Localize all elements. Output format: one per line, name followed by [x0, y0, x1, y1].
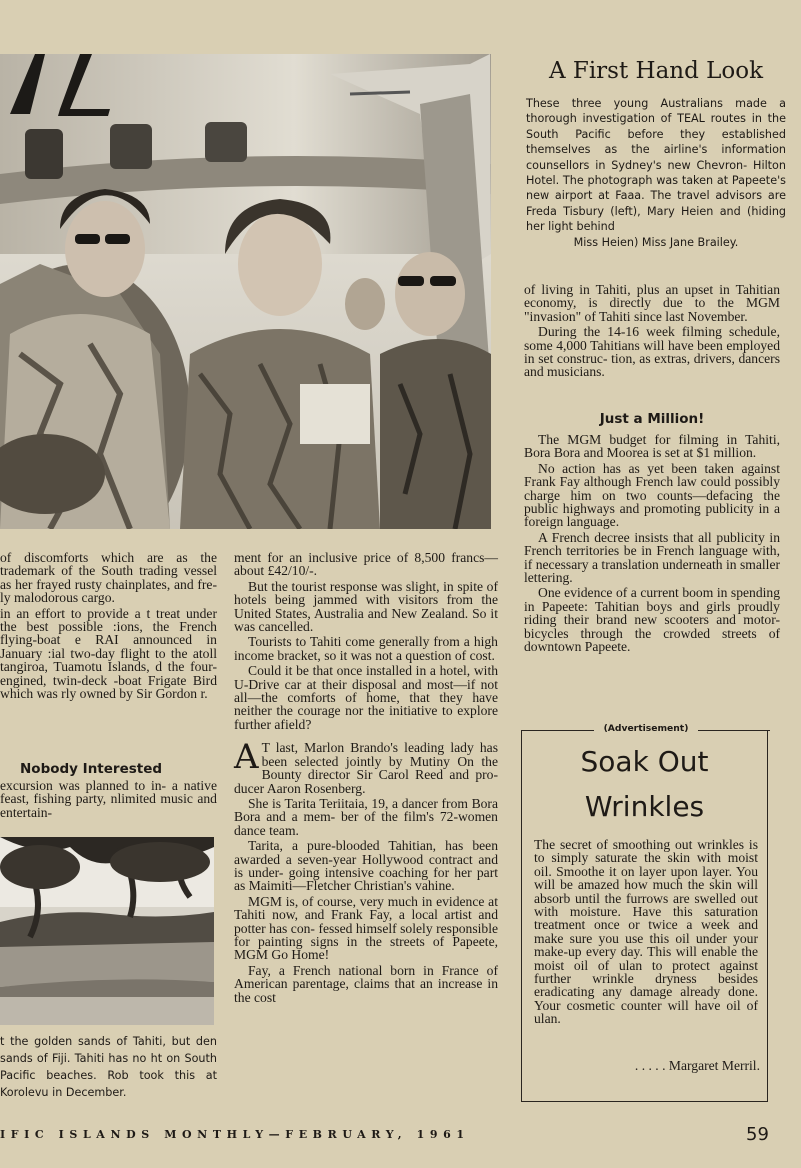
drop-cap: A	[234, 737, 259, 778]
right-column	[524, 283, 780, 381]
caption-line: thorough investigation of TEAL routes in	[526, 112, 762, 126]
caption-line: Mary Heien and (hiding her light behind	[526, 204, 787, 234]
caption-line: Miss Heien) Miss Jane Brailey.	[573, 235, 739, 249]
paragraph: in an effort to provide a t treat under the best possible :ions, the French flying-boat e RAI announced in January :ial two-day flight to the atoll tangiroa, Tuamotu Islands, d the four-engined, twin-deck -boat Frigate Bird which was rly owned by Sir Gordon r.	[0, 605, 217, 702]
paragraph: The secret of smoothing out wrinkles is to simply saturate the skin with moist oil. Smoothe it on layer upon layer. You will be amazed how much the skin will absorb until the furrows are swelled out with moisture. Have this saturation treatment once or twice a week and make sure you use this oil under your make-up every day. This will enable the moist oil of ulan to protect against further wrinkle dryness besides eradicating any damage already done. Your cosmetic counter will have oil of ulan.	[534, 837, 759, 1027]
ad-label: (Advertisement)	[603, 723, 689, 734]
caption-line: the South Pacific before they established	[526, 112, 787, 141]
paragraph: A T last, Marlon Brando's leading lady has been selected jointly by Mutiny On the Bounty director Sir Carol Reed and pro- ducer Aaron Rosenberg.	[234, 737, 499, 796]
paragraph: But the tourist response was slight, in spite of hotels being jammed with visitors from the United States, Australia and New Zealand. So it was cancelled.	[234, 578, 498, 635]
page-number: 59	[746, 1124, 769, 1145]
paragraph: One evidence of a current boom in spending in Papeete: Tahitian boys and girls proudly riding their brand new scooters and motor- bicycles through the crowded streets of downtown Papeete.	[524, 585, 781, 655]
left-column-cont	[0, 779, 217, 821]
paragraph: ment for an inclusive price of 8,500 francs—about £42/10/-.	[234, 550, 498, 579]
paragraph: During the 14-16 week filming schedule, some 4,000 Tahitians will have been employed in set construc- tion, as extras, drivers, dancers and musicians.	[524, 324, 780, 380]
subhead-nobody-interested: Nobody Interested	[20, 761, 163, 777]
paragraph: Could it be that once installed in a hotel, with U-Drive car at their disposal and most—if not all—the comforts of home, that they have neither the courage nor the initiative to explore further afield?	[234, 663, 499, 732]
paragraph: of living in Tahiti, plus an upset in Tahitian economy, is directly due to the MGM "invasion" of Tahiti since last November.	[524, 282, 780, 324]
paragraph: She is Tarita Teriitaia, 19, a dancer from Bora Bora and a mem- ber of the film's 72-women dance team.	[234, 795, 498, 838]
sidebar-caption	[526, 96, 786, 250]
paragraph: MGM is, of course, very much in evidence at Tahiti now, and Frank Fay, a local artist and potter has con- fessed himself solely responsible for painting signs in the streets of Papeete, MGM Go Home!	[234, 893, 499, 963]
middle-column	[234, 551, 498, 1006]
paragraph: Fay, a French national born in France of American parentage, claims that an increase in the cost	[234, 962, 498, 1005]
paragraph: Tourists to Tahiti come generally from a high income bracket, so it was not a question of cost.	[234, 634, 498, 663]
caption-line: counsellors in Sydney's new Chevron-	[526, 158, 748, 172]
right-column-cont	[524, 433, 780, 656]
caption-line: themselves as the airline's information	[526, 143, 786, 157]
ad-title-line-2: Wrinkles	[584, 790, 705, 823]
top-photo	[0, 54, 491, 529]
paragraph: excursion was planned to in- a native feast, fishing party, nlimited music and entertain-	[0, 778, 217, 820]
caption-line: Hilton Hotel. The photograph was taken	[526, 158, 786, 188]
left-column	[0, 551, 217, 702]
caption-line: at Papeete's new airport at Faaa. The	[526, 174, 786, 203]
ad-body	[534, 838, 758, 1028]
ad-signature: . . . . . Margaret Merril.	[634, 1058, 760, 1073]
sidebar-title: A First Hand Look	[548, 58, 764, 84]
beach-photo	[0, 837, 214, 1025]
paragraph: A French decree insists that all publicity in French territories be in French language with, if necessary a translation underneath in smaller lettering.	[524, 529, 781, 586]
caption-line: These three young Australians made a	[526, 97, 786, 110]
footer-publication-line: IFIC ISLANDS MONTHLY—FEBRUARY, 1961	[0, 1128, 470, 1141]
paragraph: No action has as yet been taken against Frank Fay although French law could possibly charge him on two counts—defacing the public highways and promoting publicity in a foreign language.	[524, 460, 780, 530]
ad-title-line-1: Soak Out	[580, 745, 709, 778]
caption-line: travel advisors are Freda Tisbury (left),	[526, 189, 786, 218]
paragraph: The MGM budget for filming in Tahiti, Bora Bora and Moorea is set at $1 million.	[524, 432, 780, 461]
paragraph: of discomforts which are as the trademark of the South trading vessel as her frayed rusty chainplates, and fre- ly malodorous cargo.	[0, 550, 217, 606]
subhead-just-a-million: Just a Million!	[599, 411, 705, 427]
paragraph: Tarita, a pure-blooded Tahitian, has been awarded a seven-year Hollywood contract and is under- going intensive coaching for her part as Maimiti—Fletcher Christian's vahine.	[234, 838, 498, 894]
beach-photo-caption: t the golden sands of Tahiti, but den sands of Fiji. Tahiti has no ht on South Pacific beaches. Rob took this at Korolevu in December.	[0, 1035, 218, 1099]
